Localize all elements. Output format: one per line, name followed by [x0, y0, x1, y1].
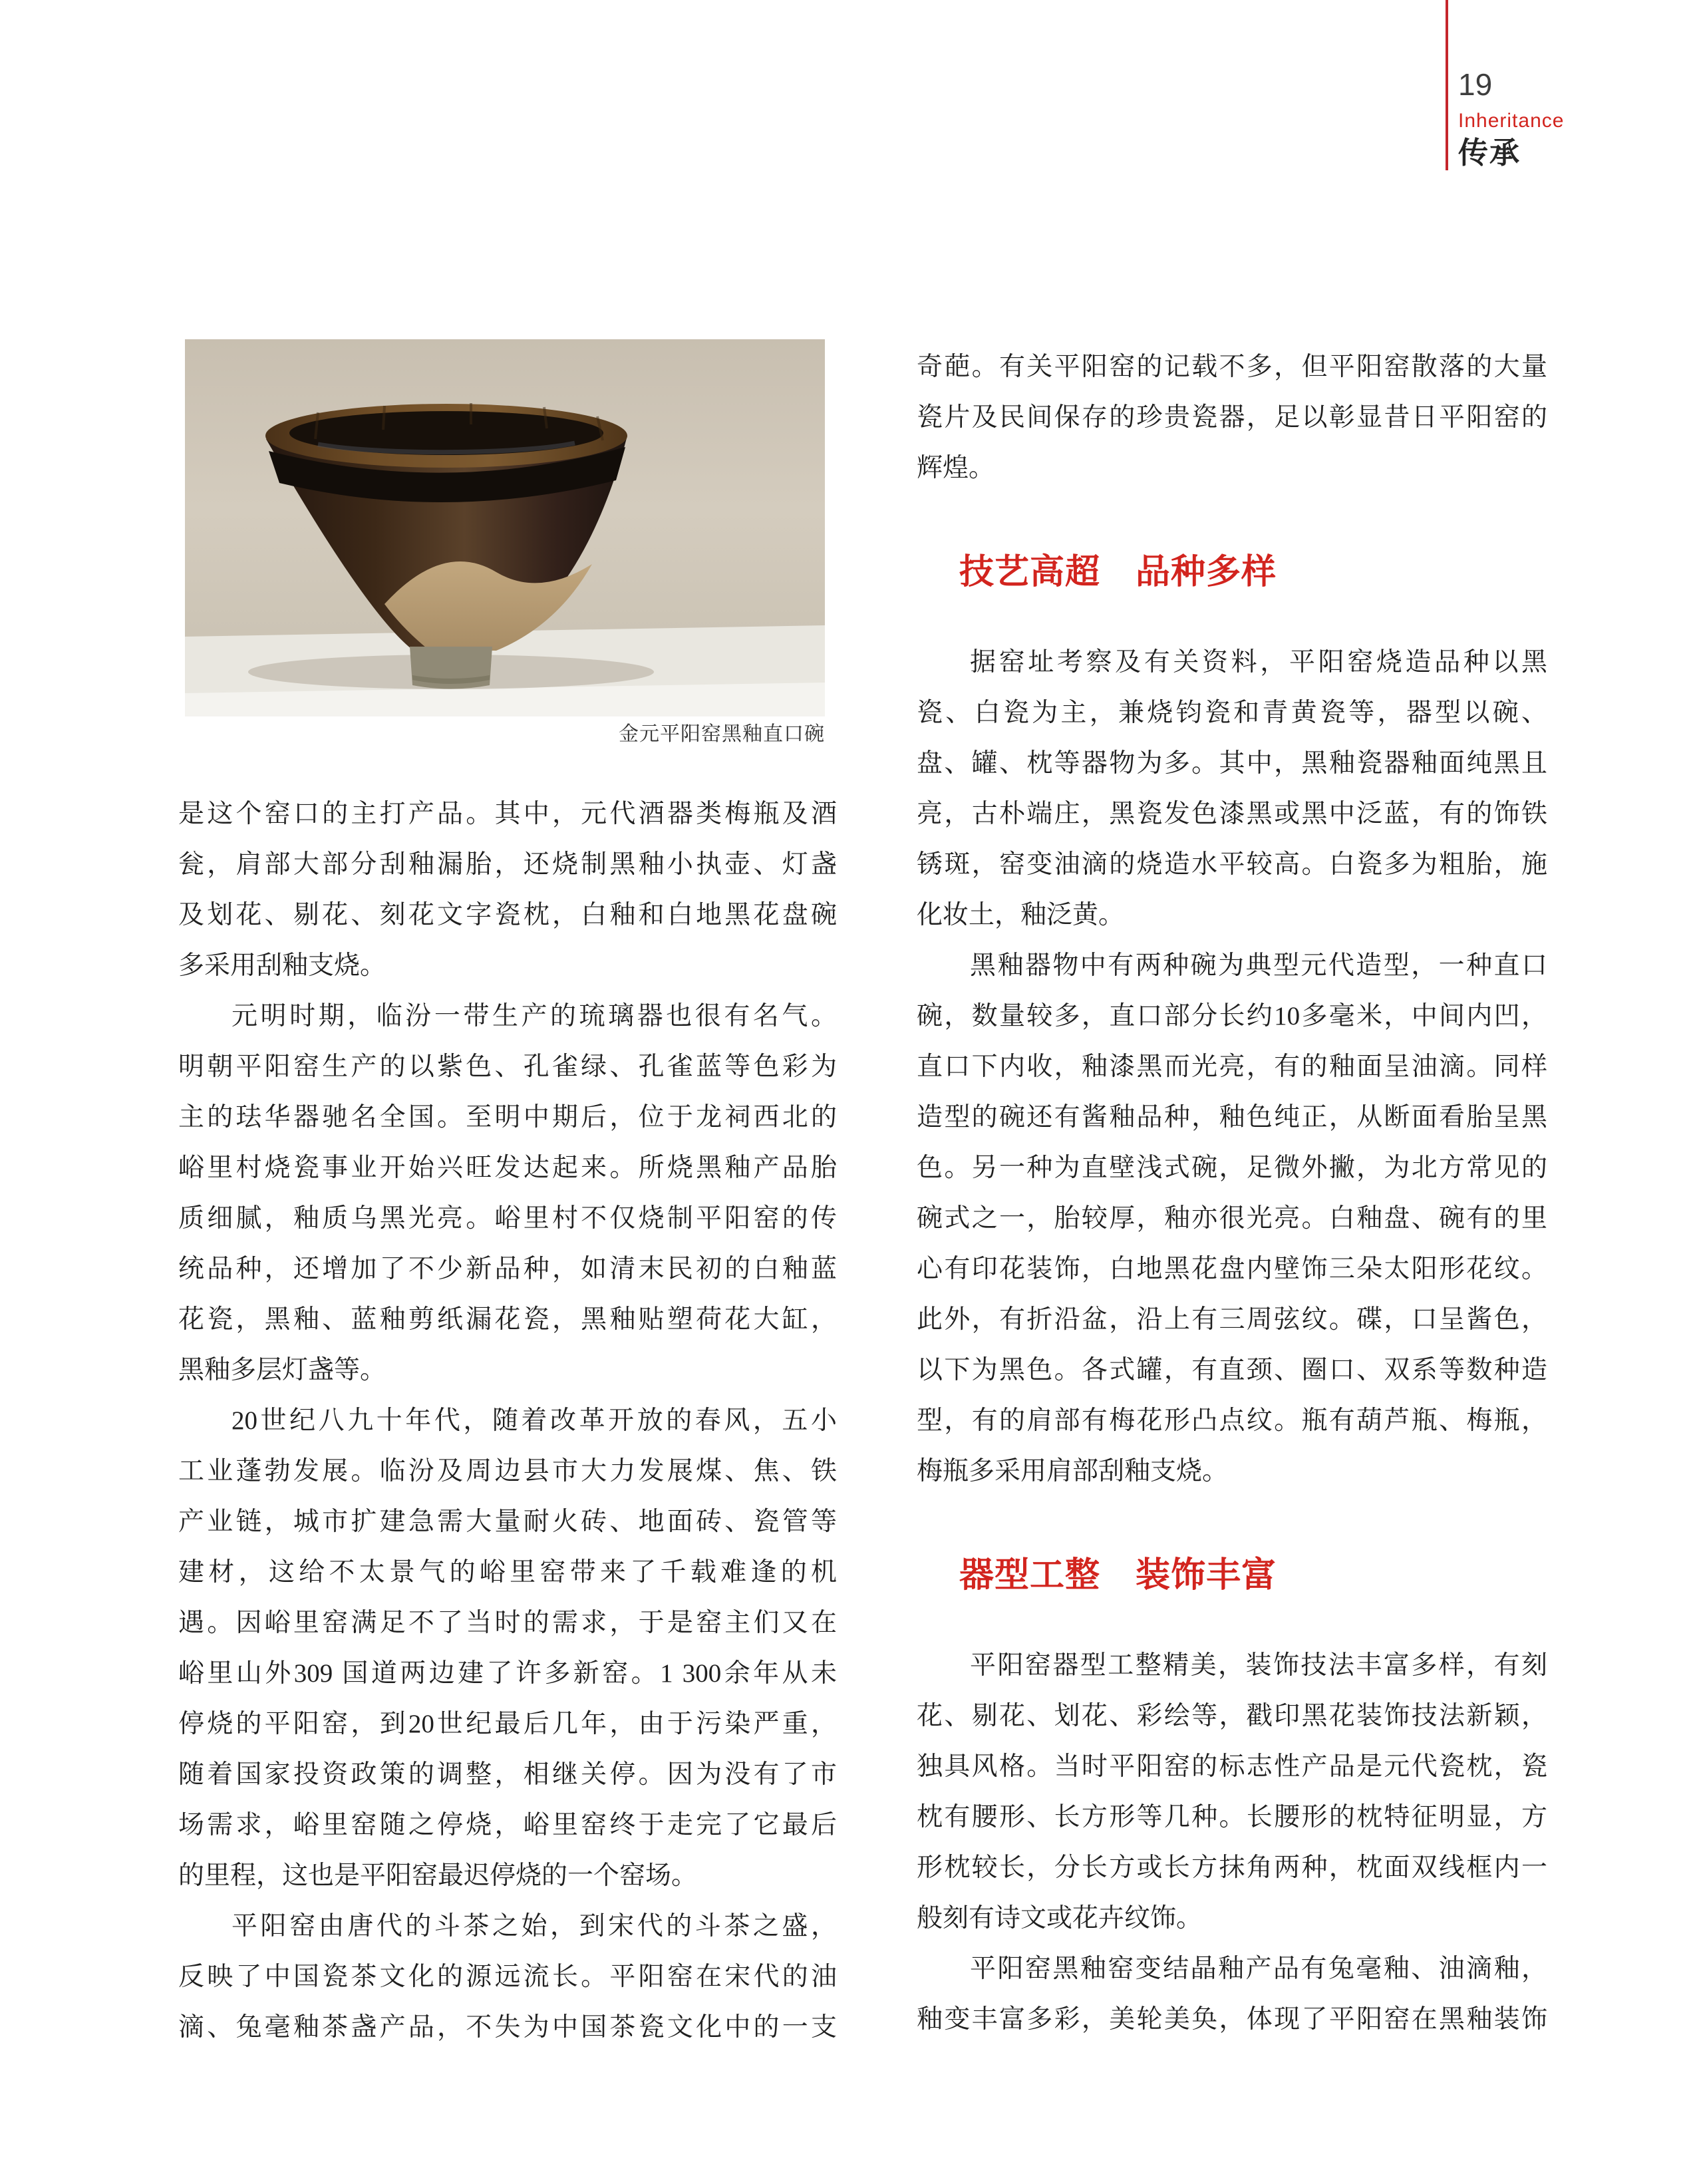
text-line: 瓷、白瓷为主，兼烧钧瓷和青黄瓷等，器型以碗、 — [917, 699, 1547, 727]
paragraph — [917, 342, 1547, 494]
text-line: 独具风格。当时平阳窑的标志性产品是元代瓷枕，瓷 — [917, 1752, 1547, 1781]
text-line: 滴、兔毫釉茶盏产品，不失为中国茶瓷文化中的一支 — [178, 2013, 837, 2042]
page-number: 19 — [1458, 67, 1493, 102]
text-line: 平阳窑黑釉窑变结晶釉产品有兔毫釉、油滴釉， — [970, 1954, 1547, 1983]
text-line: 枕有腰形、长方形等几种。长腰形的枕特征明显，方 — [917, 1803, 1547, 1831]
text-line: 辉煌。 — [917, 454, 995, 482]
text-line: 主的珐华器驰名全国。至明中期后，位于龙祠西北的 — [178, 1103, 837, 1132]
text-line: 黑釉器物中有两种碗为典型元代造型，一种直口 — [970, 951, 1547, 980]
text-line: 平阳窑器型工整精美，装饰技法丰富多样，有刻 — [970, 1651, 1547, 1680]
text-line: 梅瓶多采用肩部刮釉支烧。 — [917, 1457, 1229, 1485]
text-line: 直口下内收，釉漆黑而光亮，有的釉面呈油滴。同样 — [917, 1052, 1547, 1081]
text-line: 此外，有折沿盆，沿上有三周弦纹。碟，口呈酱色， — [917, 1305, 1547, 1334]
paragraph — [178, 1396, 837, 1901]
text-line: 统品种，还增加了不少新品种，如清末民初的白釉蓝 — [178, 1255, 837, 1283]
text-line: 多采用刮釉支烧。 — [178, 951, 386, 980]
paragraph — [917, 941, 1547, 1497]
text-line: 反映了中国瓷茶文化的源远流长。平阳窑在宋代的油 — [178, 1962, 837, 1991]
text-line: 工业蓬勃发展。临汾及周边县市大力发展煤、焦、铁 — [178, 1457, 837, 1485]
text-line: 瓮，肩部大部分刮釉漏胎，还烧制黑釉小执壶、灯盏 — [178, 850, 837, 879]
paragraph — [178, 789, 837, 991]
text-line: 瓷片及民间保存的珍贵瓷器，足以彰显昔日平阳窑的 — [917, 403, 1547, 432]
section-heading: 技艺高超 品种多样 — [959, 553, 1277, 591]
text-line: 遇。因峪里窑满足不了当时的需求，于是窑主们又在 — [178, 1609, 837, 1637]
section-title-english: Inheritance — [1458, 110, 1565, 132]
text-line: 以下为黑色。各式罐，有直颈、圈口、双系等数种造 — [917, 1356, 1547, 1384]
paragraph — [178, 991, 837, 1396]
text-line: 亮，古朴端庄，黑瓷发色漆黑或黑中泛蓝，有的饰铁 — [917, 800, 1547, 828]
text-line: 20世纪八九十年代，随着改革开放的春风，五小 — [231, 1406, 837, 1435]
text-line: 的里程，这也是平阳窑最迟停烧的一个窑场。 — [178, 1861, 698, 1890]
text-line: 盘、罐、枕等器物为多。其中，黑釉瓷器釉面纯黑且 — [917, 749, 1547, 778]
text-line: 奇葩。有关平阳窑的记载不多，但平阳窑散落的大量 — [917, 353, 1547, 381]
text-line: 据窑址考察及有关资料，平阳窑烧造品种以黑 — [970, 648, 1547, 677]
text-line: 釉变丰富多彩，美轮美奂，体现了平阳窑在黑釉装饰 — [917, 2005, 1547, 2034]
text-line: 色。另一种为直壁浅式碗，足微外撇，为北方常见的 — [917, 1154, 1547, 1182]
photo-caption: 金元平阳窑黑釉直口碗 — [619, 723, 825, 745]
text-line: 质细腻，釉质乌黑光亮。峪里村不仅烧制平阳窑的传 — [178, 1204, 837, 1233]
text-line: 花瓷，黑釉、蓝釉剪纸漏花瓷，黑釉贴塑荷花大缸， — [178, 1305, 837, 1334]
text-line: 花、剔花、划花、彩绘等，戳印黑花装饰技法新颖， — [917, 1702, 1547, 1730]
paragraph — [178, 1901, 837, 2053]
text-line: 峪里村烧瓷事业开始兴旺发达起来。所烧黑釉产品胎 — [178, 1154, 837, 1182]
text-line: 峪里山外309 国道两边建了许多新窑。1 300余年从未 — [178, 1659, 837, 1688]
text-line: 造型的碗还有酱釉品种，釉色纯正，从断面看胎呈黑 — [917, 1103, 1547, 1132]
artifact-photo — [185, 339, 825, 716]
text-line: 明朝平阳窑生产的以紫色、孔雀绿、孔雀蓝等色彩为 — [178, 1052, 837, 1081]
text-line: 元明时期，临汾一带生产的琉璃器也很有名气。 — [231, 1002, 837, 1030]
paragraph — [917, 637, 1547, 941]
text-line: 建材，这给不太景气的峪里窑带来了千载难逢的机 — [178, 1558, 837, 1587]
paragraph — [917, 1640, 1547, 1944]
text-line: 黑釉多层灯盏等。 — [178, 1356, 386, 1384]
left-column — [178, 789, 837, 2053]
text-line: 碗，数量较多，直口部分长约10多毫米，中间内凹， — [917, 1002, 1547, 1030]
text-line: 停烧的平阳窑，到20世纪最后几年，由于污染严重， — [178, 1710, 837, 1738]
text-line: 平阳窑由唐代的斗茶之始，到宋代的斗茶之盛， — [231, 1912, 837, 1941]
section-heading: 器型工整 装饰丰富 — [959, 1556, 1277, 1595]
text-line: 场需求，峪里窑随之停烧，峪里窑终于走完了它最后 — [178, 1811, 837, 1839]
right-column — [917, 342, 1547, 2045]
text-line: 形枕较长，分长方或长方抹角两种，枕面双线框内一 — [917, 1853, 1547, 1882]
text-line: 锈斑，窑变油滴的烧造水平较高。白瓷多为粗胎，施 — [917, 850, 1547, 879]
text-line: 型，有的肩部有梅花形凸点纹。瓶有葫芦瓶、梅瓶， — [917, 1406, 1547, 1435]
header-red-rule — [1446, 0, 1448, 170]
bowl-image — [185, 339, 825, 716]
text-line: 及划花、剔花、刻花文字瓷枕，白釉和白地黑花盘碗 — [178, 901, 837, 929]
text-line: 是这个窑口的主打产品。其中，元代酒器类梅瓶及酒 — [178, 800, 837, 828]
text-line: 随着国家投资政策的调整，相继关停。因为没有了市 — [178, 1760, 837, 1789]
text-line: 般刻有诗文或花卉纹饰。 — [917, 1904, 1203, 1933]
paragraph — [917, 1944, 1547, 2045]
text-line: 心有印花装饰，白地黑花盘内壁饰三朵太阳形花纹。 — [917, 1255, 1547, 1283]
section-title-chinese: 传承 — [1458, 136, 1521, 170]
text-line: 产业链，城市扩建急需大量耐火砖、地面砖、瓷管等 — [178, 1507, 837, 1536]
text-line: 碗式之一，胎较厚，釉亦很光亮。白釉盘、碗有的里 — [917, 1204, 1547, 1233]
text-line: 化妆土，釉泛黄。 — [917, 901, 1125, 929]
